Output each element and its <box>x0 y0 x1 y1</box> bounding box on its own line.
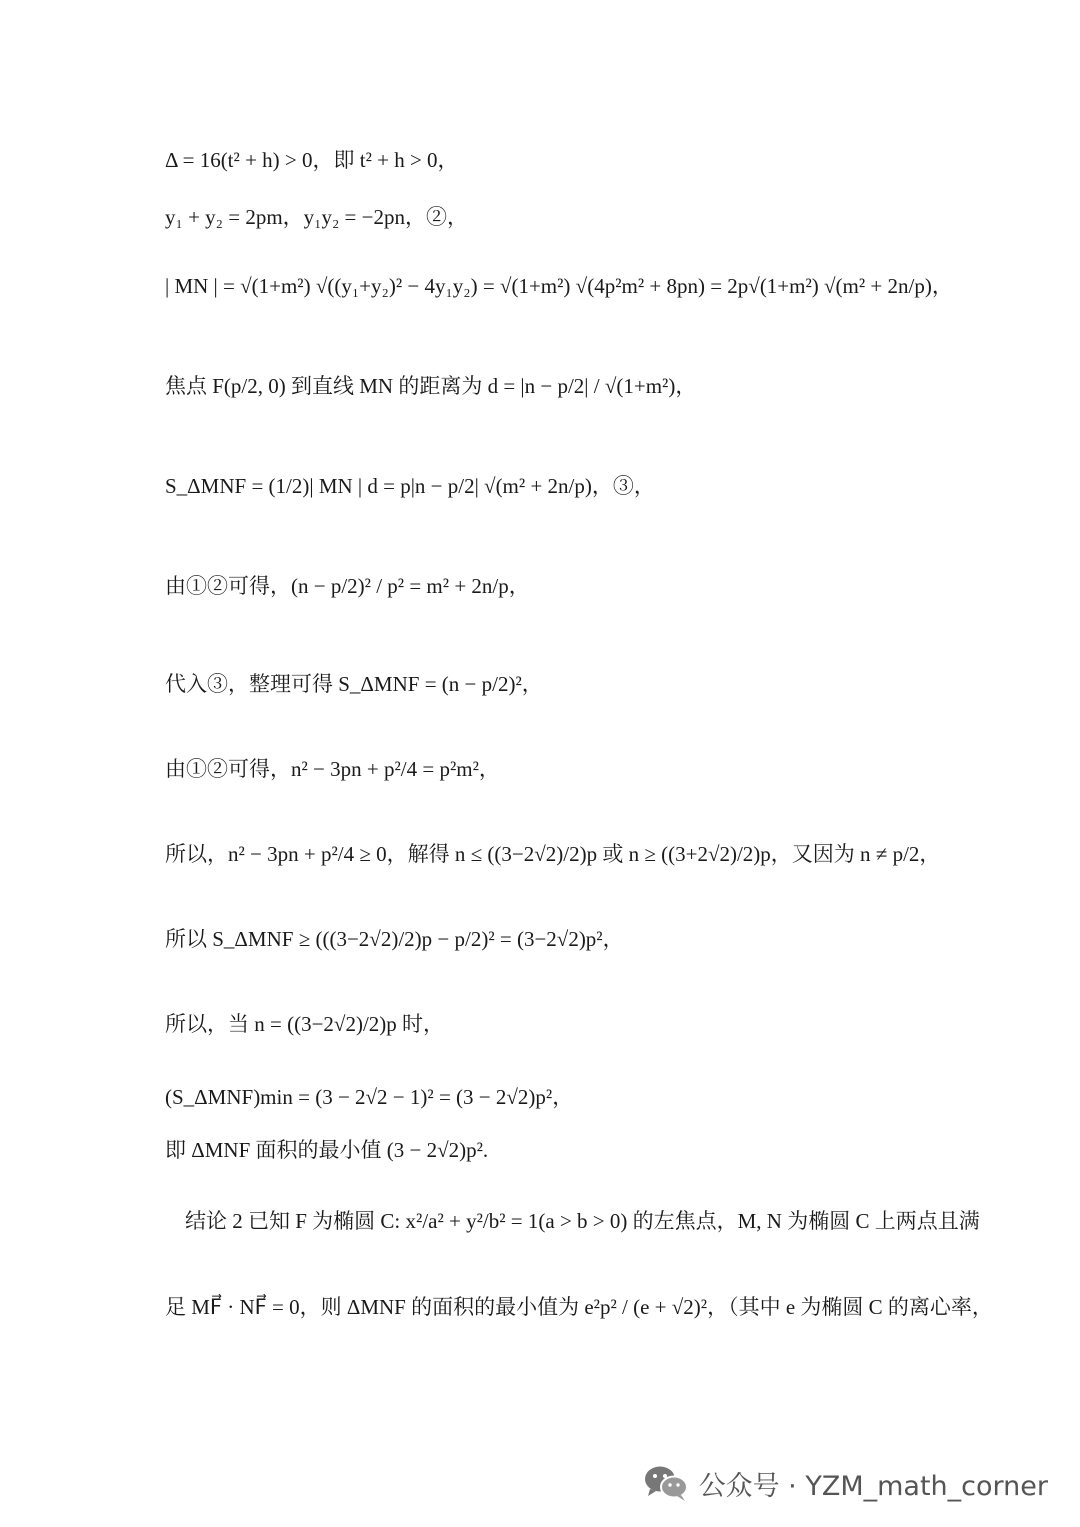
text-line: (S_ΔMNF)min = (3 − 2√2 − 1)² = (3 − 2√2)p²， <box>165 1085 574 1109</box>
text-line: y₁ + y₂ = 2pm，y₁y₂ = −2pn，②， <box>165 205 468 229</box>
watermark-text: 公众号 · YZM_math_corner <box>698 1470 1048 1502</box>
text-line: 代入③，整理可得 S_ΔMNF = (n − p/2)²， <box>165 672 543 696</box>
wechat-icon <box>643 1463 689 1503</box>
text-line: 所以，当 n = ((3−2√2)/2)p 时， <box>165 1012 445 1036</box>
text-line: | MN | = √(1+m²) √((y₁+y₂)² − 4y₁y₂) = √(1+m²) √(4p²m² + 8pn) = 2p√(1+m²) √(m² + 2n/p)， <box>165 274 953 298</box>
text-line: 即 ΔMNF 面积的最小值 (3 − 2√2)p². <box>165 1138 489 1162</box>
text-line: 由①②可得，(n − p/2)² / p² = m² + 2n/p， <box>165 574 530 598</box>
conclusion-heading-line: 结论 2 已知 F 为椭圆 C: x²/a² + y²/b² = 1(a > b > 0) 的左焦点，M, N 为椭圆 C 上两点且满 <box>185 1209 980 1233</box>
text-line: S_ΔMNF = (1/2)| MN | d = p|n − p/2| √(m² + 2n/p)，③， <box>165 474 655 498</box>
text-line: 足 MF⃗ · NF⃗ = 0，则 ΔMNF 的面积的最小值为 e²p² / (e + √2)²，（其中 e 为椭圆 C 的离心率， <box>165 1295 993 1319</box>
text-line: 由①②可得，n² − 3pn + p²/4 = p²m²， <box>165 757 500 781</box>
text-line: 所以 S_ΔMNF ≥ (((3−2√2)/2)p − p/2)² = (3−2√2)p²， <box>165 927 624 951</box>
text-line: 焦点 F(p/2, 0) 到直线 MN 的距离为 d = |n − p/2| / √(1+m²)， <box>165 374 697 398</box>
watermark <box>643 1463 1048 1503</box>
text-line: Δ = 16(t² + h) > 0，即 t² + h > 0， <box>165 148 459 172</box>
text-line: 所以，n² − 3pn + p²/4 ≥ 0，解得 n ≤ ((3−2√2)/2)p 或 n ≥ ((3+2√2)/2)p，又因为 n ≠ p/2， <box>165 842 941 866</box>
